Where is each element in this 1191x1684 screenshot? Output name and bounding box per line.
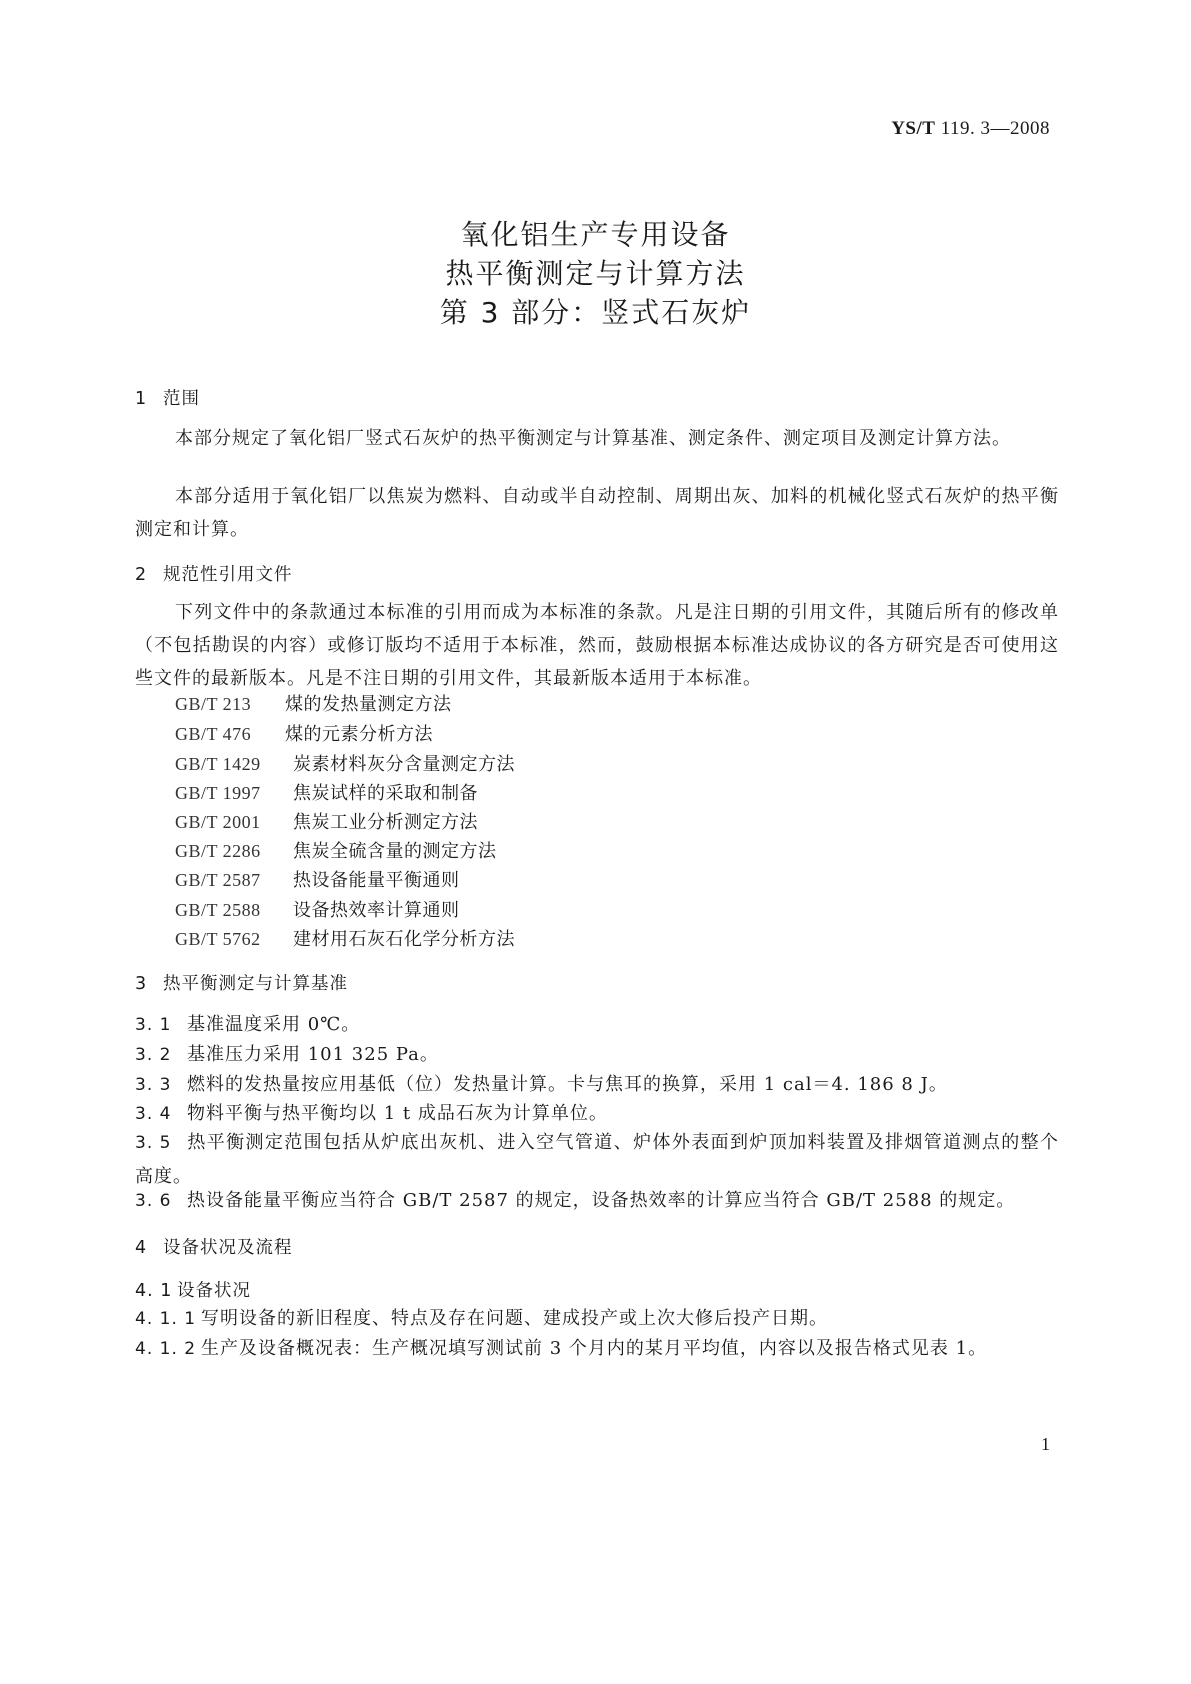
clause-text: 写明设备的新旧程度、特点及存在问题、建成投产或上次大修后投产日期。 [201,1308,828,1329]
reference-title: 焦炭全硫含量的测定方法 [293,841,497,862]
section-title: 热平衡测定与计算基准 [163,974,348,994]
reference-code: GB/T 2587 [175,870,261,890]
reference-title: 炭素材料灰分含量测定方法 [293,754,515,775]
standard-code-prefix: YS/T [891,118,936,139]
reference-item [175,779,478,805]
clause-number: 4. 1. 2 [135,1339,197,1359]
reference-code: GB/T 1429 [175,754,261,774]
reference-title: 热设备能量平衡通则 [293,870,460,891]
standard-code-number: 119. 3—2008 [935,118,1050,139]
reference-code: GB/T 213 [175,694,252,714]
clause-text: 基准压力采用 101 325 Pa。 [187,1044,439,1065]
section-1-paragraph-2: 本部分适用于氧化铝厂以焦炭为燃料、自动或半自动控制、周期出灰、加料的机械化竖式石灰炉的热平衡测定和计算。 [135,486,1059,540]
clause-3-2 [135,1038,1059,1072]
reference-title: 煤的元素分析方法 [285,724,433,745]
reference-item [175,866,460,892]
clause-4-1-1 [135,1302,1059,1336]
clause-text: 基准温度采用 0℃。 [187,1014,361,1035]
clause-number: 3. 6 [135,1191,172,1211]
subsection-4-1-heading [135,1277,251,1302]
section-4-heading [135,1234,293,1259]
title-line-2: 热平衡测定与计算方法 [445,257,746,290]
reference-title: 焦炭工业分析测定方法 [293,812,478,833]
clause-number: 3. 3 [135,1075,172,1095]
standard-code-header [891,118,1050,140]
reference-item [175,837,497,863]
subsection-number: 4. 1 [135,1281,173,1301]
section-title: 范围 [163,389,200,409]
section-1-heading [135,385,200,410]
section-3-heading [135,970,348,995]
reference-code: GB/T 1997 [175,783,261,803]
clause-number: 3. 2 [135,1045,172,1065]
section-number: 4 [135,1238,148,1258]
reference-code: GB/T 2001 [175,812,261,832]
section-title: 规范性引用文件 [163,565,293,585]
page-number: 1 [1041,1434,1050,1454]
section-number: 3 [135,974,148,994]
section-number: 2 [135,565,148,585]
clause-text: 热平衡测定范围包括从炉底出灰机、进入空气管道、炉体外表面到炉顶加料装置及排烟管道测点的整个高度。 [135,1132,1059,1187]
reference-item [175,925,515,951]
reference-code: GB/T 5762 [175,929,261,949]
clause-text: 热设备能量平衡应当符合 GB/T 2587 的规定，设备热效率的计算应当符合 GB/T 2588 的规定。 [187,1190,1016,1211]
clause-text: 物料平衡与热平衡均以 1 t 成品石灰为计算单位。 [187,1103,608,1124]
clause-4-1-2 [135,1332,1059,1366]
clause-text: 生产及设备概况表：生产概况填写测试前 3 个月内的某月平均值，内容以及报告格式见表 1。 [201,1338,988,1359]
section-2-paragraph: 下列文件中的条款通过本标准的引用而成为本标准的条款。凡是注日期的引用文件，其随后所有的修改单（不包括勘误的内容）或修订版均不适用于本标准，然而，鼓励根据本标准达成协议的各方研究是否可使用这些文件的最新版本。凡是不注日期的引用文件，其最新版本适用于本标准。 [135,602,1059,689]
subsection-title: 设备状况 [177,1281,251,1301]
reference-item [175,750,515,776]
reference-code: GB/T 2588 [175,900,261,920]
clause-number: 3. 4 [135,1104,172,1124]
reference-item [175,690,452,716]
clause-number: 3. 5 [135,1133,172,1153]
reference-code: GB/T 2286 [175,841,261,861]
reference-code: GB/T 476 [175,724,252,744]
reference-item [175,720,433,746]
title-line-1: 氧化铝生产专用设备 [460,218,731,251]
section-1-paragraph-1: 本部分规定了氧化铝厂竖式石灰炉的热平衡测定与计算基准、测定条件、测定项目及测定计算方法。 [175,428,1011,449]
clause-3-5 [135,1126,1059,1193]
reference-title: 煤的发热量测定方法 [285,694,452,715]
clause-number: 3. 1 [135,1015,172,1035]
section-title: 设备状况及流程 [163,1238,293,1258]
clause-3-6 [135,1184,1059,1218]
reference-item [175,808,478,834]
clause-text: 燃料的发热量按应用基低（位）发热量计算。卡与焦耳的换算，采用 1 cal＝4. 186 8 J。 [187,1074,948,1095]
title-line-3: 第 3 部分：竖式石灰炉 [439,296,752,329]
reference-item [175,896,460,922]
clause-number: 4. 1. 1 [135,1309,197,1329]
section-2-heading [135,561,293,586]
reference-title: 焦炭试样的采取和制备 [293,783,478,804]
reference-title: 建材用石灰石化学分析方法 [293,929,515,950]
reference-title: 设备热效率计算通则 [293,900,460,921]
clause-3-1 [135,1008,1059,1042]
section-number: 1 [135,389,148,409]
